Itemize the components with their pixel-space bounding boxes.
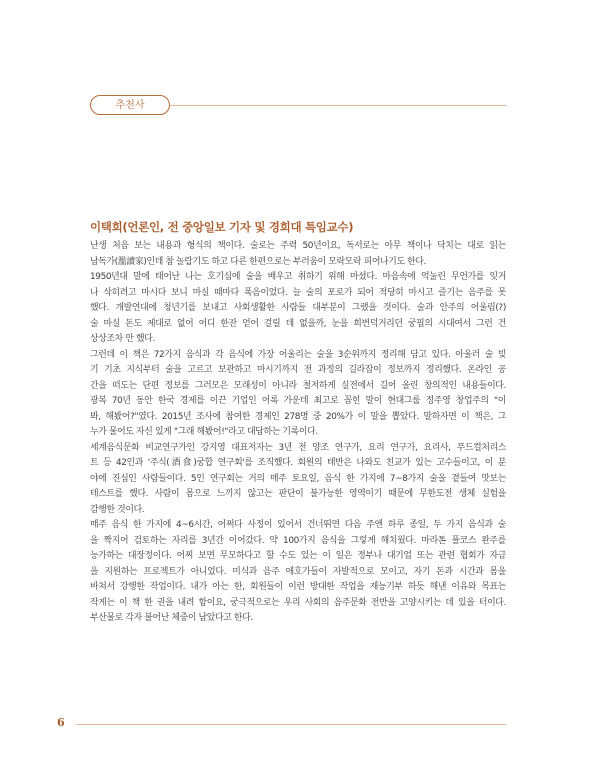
body-text [90,239,506,627]
text-line: 했다. 개발연대에 청년기를 보내고 사회생활한 사람들 대부분이 그랬을 것이다. 술과 안주의 어울림(?) [90,303,506,313]
text-line: 광복 70년 동안 한국 경제를 이끈 기업인 어록 가운데 최고로 꼽힌 말이 현대그룹 정주영 창업주의 "이 [90,396,506,406]
text-line: 세계음식문화 비교연구가인 강지영 대표저자는 3년 전 양조 연구가, 요리 연구가, 요리사, 푸드컬처리스 [90,442,506,453]
section-label-badge: 추천사 [90,95,170,115]
text-line: 을 지원하는 프로젝트가 아니었다. 미식과 음주 애호가들이 자발적으로 모이고, 자기 돈과 시간과 몸을 [90,566,506,577]
author-heading: 이택희(언론인, 전 중앙일보 기자 및 경희대 특임교수) [90,220,354,234]
text-line: 감행한 것이다. [90,504,145,515]
text-line: 누가 물어도 자신 있게 "그래 해봤어!"라고 대답하는 기록이다. [90,427,318,437]
page-number: 6 [57,716,65,729]
text-line: 그런데 이 책은 72가지 음식과 각 음식에 가장 어울리는 술을 3순위까지 정리해 담고 있다. 아울러 술 빚 [90,349,506,360]
text-line: 봐, 해봤어?"였다. 2015년 조사에 참여한 경제인 278명 중 20%가 이 말을 뽑았다. 말하자면 이 책은, 그 [90,411,506,422]
text-line: 나 삭히려고 마시다 보니 마실 때마다 폭음이었다. 늘 술의 포로가 되어 적당히 마시고 즐기는 음주를 못 [90,287,506,298]
text-line: 남독가(濫讀家)인데 참 놀랍기도 하고 다른 한편으로는 부러움이 모락모락 피어나기도 한다. [90,256,427,267]
text-line: 부산물로 각자 불어난 체중이 남았다고 한다. [90,613,253,623]
text-line: 술 마실 돈도 제대로 없어 어디 한잔 얻어 걸릴 데 없을까, 눈을 희번덕거리던 궁핍의 시대여서 그런 건 [90,318,506,329]
text-line: 트 등 42인과 '주식(酒食)궁합 연구회'를 조직했다. 회원의 태반은 나와도 친교가 있는 고수들이고, 이 분 [90,458,506,468]
text-line: 을 짝지어 검토하는 자리를 3년간 이어갔다. 약 100가지 음식을 그렇게 해치웠다. 마라톤 풀코스 완주를 [90,535,506,546]
text-line: 바쳐서 강행한 작업이다. 내가 아는 한, 회원들이 이런 방대한 작업을 재능기부 하듯 해낸 이유와 목표는 [90,582,506,592]
text-line: 작게는 이 책 한 권을 내려 함이요, 궁극적으로는 우리 사회의 음주문화 전반을 고양시키는 데 있을 터이다. [90,597,506,608]
text-line: 기 기초 지식부터 술을 고르고 보관하고 마시기까지 전 과정의 길라잡이 정보까지 정리했다. 온라인 공 [90,365,506,375]
text-line: 1950년대 말에 태어난 나는 호기심에 술을 배우고 취하기 위해 마셨다. 마음속에 억눌린 무언가를 잊거 [90,272,506,282]
text-line: 난생 처음 보는 내용과 형식의 책이다. 술로는 주력 50년이요, 독서로는 아무 책이나 닥치는 대로 읽는 [90,241,506,251]
text-line: 매주 음식 한 가지에 4~6시간, 어쩌다 사정이 있어서 건너뛰면 다음 주엔 하루 종일, 두 가지 음식과 술 [90,520,506,530]
footer-rule [76,724,506,725]
text-line: 상상조차 안 했다. [90,334,155,344]
text-line: 야에 진심인 사람들이다. 5인 연구회는 거의 매주 토요일, 음식 한 가지에 7~8가지 술을 곁들여 맛보는 [90,473,506,484]
text-line: 능가하는 대장정이다. 어찌 보면 무모하다고 할 수도 있는 이 일은 정부나 대기업 또는 관련 협회가 자금 [90,551,506,561]
text-line: 간을 떠도는 단편 정보를 그러모은 모래성이 아니라 철저하게 실전에서 길어 올린 창의적인 내용들이다. [90,380,506,391]
text-line: 테스트를 했다. 사람이 몸으로 느끼지 않고는 판단이 불가능한 영역이기 때문에 무한도전 생체 실험을 [90,489,506,499]
